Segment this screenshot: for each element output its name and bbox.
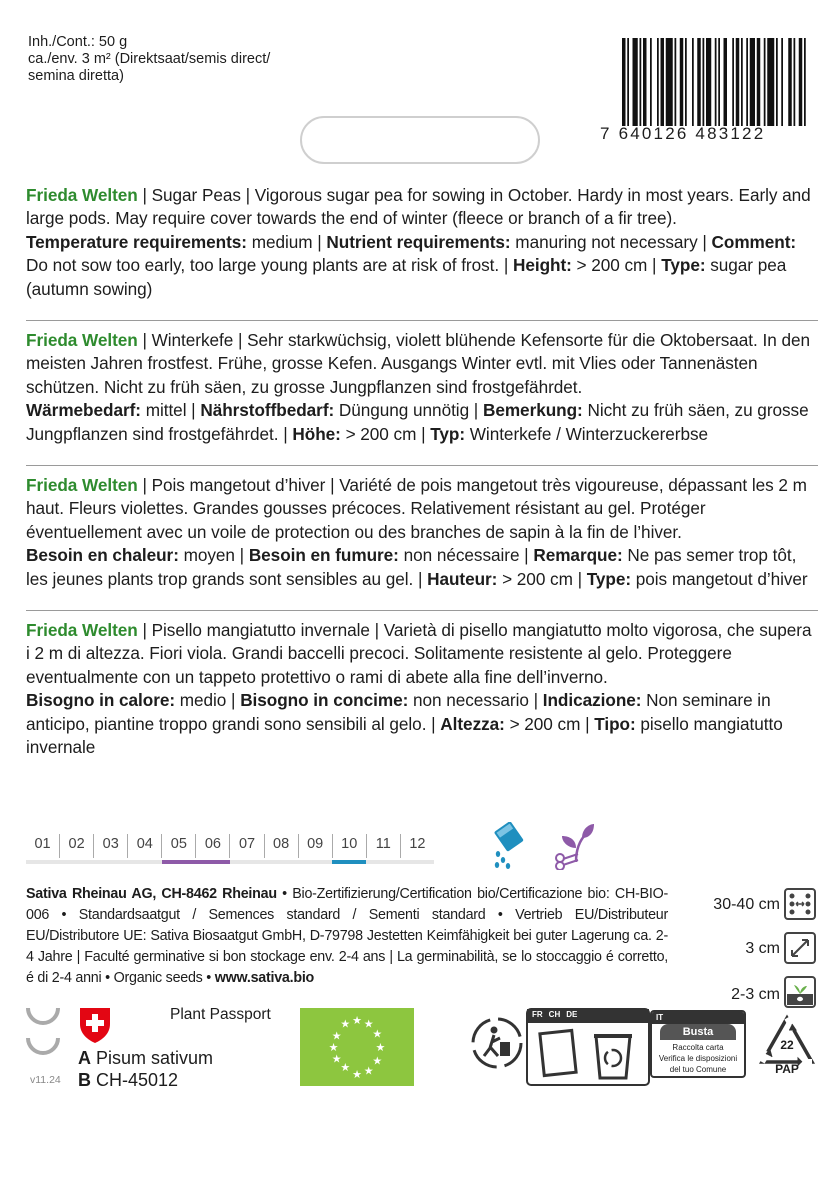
description-text: non nécessaire | xyxy=(398,545,534,566)
variety-name: Frieda Welten xyxy=(26,620,138,640)
attribute-label: Type: xyxy=(586,568,632,589)
version-label: v11.24 xyxy=(30,1074,61,1086)
description-text: | Sugar Peas | Vigorous sugar pea for sowing in October. Hardy in most years. Early and large pods. May require cover towards the end of winter (fleece or branch of a fir tree). xyxy=(26,185,811,229)
description-text: mittel | xyxy=(140,400,201,421)
description-text: > 200 cm | xyxy=(340,423,431,444)
website-link[interactable]: www.sativa.bio xyxy=(214,970,315,986)
month-02: 02 xyxy=(59,834,93,858)
attribute-label: Temperature requirements: xyxy=(26,231,247,252)
certification-text: • Bio-Zertifizierung/Certification bio/Certificazione bio: CH-BIO-006 • Standardsaatgut / Semences standard / Sementi standard • Vertrieb EU/Distributeur EU/Distributore UE: Sativa Biosaatgut GmbH, D-79798 Jestetten Keimfähigkeit bei guter Lagerung ca. 2-4 Jahre | Faculté germinative si bon stockage env. 2-4 ans | La germinabilità, se lo stoccaggio é corretto, é di 2-4 anni • Organic seeds • xyxy=(26,886,668,986)
busta-line-3: del tuo Comune xyxy=(669,1065,727,1074)
attribute-label: Nutrient requirements: xyxy=(326,231,511,252)
legal-info xyxy=(26,884,668,989)
sowing-depth-icon xyxy=(784,976,816,1008)
attribute-label: Bemerkung: xyxy=(482,400,583,421)
svg-text:★: ★ xyxy=(340,1060,351,1074)
swiss-shield-icon xyxy=(78,1006,112,1044)
month-01: 01 xyxy=(34,836,51,852)
barcode-number: 7 640126 483122 xyxy=(600,124,766,143)
sowing-icon xyxy=(488,822,532,870)
harvest-month-marker xyxy=(196,860,230,864)
attribute-label: Altezza: xyxy=(440,713,505,734)
pap-label: PAP xyxy=(775,1062,799,1076)
description-text: medium | xyxy=(246,231,327,252)
description-german xyxy=(26,329,818,446)
variety-name: Frieda Welten xyxy=(26,475,138,495)
attribute-label: Besoin en chaleur: xyxy=(26,545,179,566)
attribute-label: Nährstoffbedarf: xyxy=(200,400,335,421)
passport-lines-icon xyxy=(24,1004,62,1070)
svg-text:★: ★ xyxy=(352,1068,362,1081)
attribute-label: Besoin en fumure: xyxy=(248,545,399,566)
passport-code: B CH-45012 xyxy=(78,1070,179,1090)
eu-organic-logo-icon xyxy=(300,1008,414,1086)
triman-sorting-icon xyxy=(526,1008,650,1086)
description-text: sugar pea (autumn sowing) xyxy=(26,255,787,299)
svg-text:★: ★ xyxy=(331,1052,342,1066)
svg-text:★: ★ xyxy=(375,1041,386,1054)
month-04: 04 xyxy=(127,834,161,858)
busta-title: Busta xyxy=(660,1024,736,1040)
description-text: non necessario | xyxy=(408,690,543,711)
row-spacing-icon xyxy=(784,888,816,920)
svg-text:★: ★ xyxy=(372,1054,383,1068)
plant-spacing-value: 3 cm xyxy=(745,940,780,957)
tab-ch: CH xyxy=(548,1010,561,1019)
variety-name: Frieda Welten xyxy=(26,185,138,205)
description-text: pois mangetout d’hiver xyxy=(631,568,808,589)
tab-de: DE xyxy=(566,1010,578,1019)
svg-text:★: ★ xyxy=(372,1027,383,1041)
description-text: medio | xyxy=(175,690,241,711)
svg-text:★: ★ xyxy=(363,1017,374,1031)
company-name: Sativa Rheinau AG, CH-8462 Rheinau xyxy=(26,886,277,902)
sowing-depth-value: 2-3 cm xyxy=(731,986,780,1003)
description-text: Nicht zu früh säen, zu grosse Jungpflanzen sind frostgefährdet. | xyxy=(26,400,809,444)
description-text: > 200 cm | xyxy=(571,255,662,276)
attribute-label: Hauteur: xyxy=(427,568,498,589)
divider xyxy=(26,320,818,321)
content-info xyxy=(28,34,270,85)
attribute-label: Wärmebedarf: xyxy=(26,400,141,421)
attribute-label: Typ: xyxy=(430,423,466,444)
description-text: > 200 cm | xyxy=(497,568,587,589)
plant-spacing-icon xyxy=(784,932,816,964)
attribute-label: Höhe: xyxy=(292,423,341,444)
description-text: > 200 cm | xyxy=(504,713,595,734)
sorting-country-tabs xyxy=(532,1010,592,1019)
hanger-slot xyxy=(300,116,540,164)
tab-fr: FR xyxy=(532,1010,543,1019)
svg-text:★: ★ xyxy=(331,1029,342,1043)
content-weight: Inh./Cont.: 50 g xyxy=(28,34,128,50)
description-italian xyxy=(26,619,818,759)
tidyman-recycle-icon xyxy=(470,1016,524,1070)
svg-text:★: ★ xyxy=(352,1014,362,1027)
harvest-icon xyxy=(552,822,598,870)
sowing-area-line-1: ca./env. 3 m² (Direktsaat/semis direct/ xyxy=(28,51,271,67)
attribute-label: Bisogno in calore: xyxy=(26,690,176,711)
month-09: 09 xyxy=(298,834,332,858)
attribute-label: Remarque: xyxy=(533,545,623,566)
attribute-label: Bisogno in concime: xyxy=(240,690,409,711)
description-french xyxy=(26,474,818,591)
month-11: 11 xyxy=(366,834,400,858)
italy-code: IT xyxy=(652,1012,744,1024)
description-text: Ne pas semer trop tôt, les jeunes plants trop grands sont sensibles au gel. | xyxy=(26,545,797,589)
attribute-label: Type: xyxy=(661,255,706,276)
description-text: | Pois mangetout d’hiver | Variété de pois mangetout très vigoureuse, dépassant les 2 m haut. Fleurs violettes. Grandes gousses précoces. Relativement résistant au gel. Protéger éventuellement avec un voile de protection ou des branches de sapin à la fin de l’hiver. xyxy=(26,475,807,542)
calendar-track xyxy=(26,860,434,864)
harvest-month-marker xyxy=(162,860,196,864)
attribute-label: Height: xyxy=(512,255,572,276)
description-text: | Winterkefe | Sehr starkwüchsig, violett blühende Kefensorte für die Oktobersaat. In den meisten Jahren frostfest. Frühe, grosse Kefen. Ausgangs Winter evtl. mit Vlies oder Tannenästen schützen. Nicht zu früh säen, zu grosse Jungpflanzen sind frostgefährdet. xyxy=(26,330,810,397)
description-text: Düngung unnötig | xyxy=(334,400,483,421)
busta-line-1: Raccolta carta xyxy=(672,1043,724,1052)
passport-species: A Pisum sativum xyxy=(78,1048,214,1068)
attribute-label: Tipo: xyxy=(594,713,636,734)
month-05: 05 xyxy=(161,834,195,858)
month-calendar xyxy=(26,834,434,858)
month-07: 07 xyxy=(229,834,263,858)
busta-line-2: Verifica le disposizioni xyxy=(658,1054,738,1063)
plant-passport-title: Plant Passport xyxy=(170,1006,271,1023)
divider xyxy=(26,610,818,611)
divider xyxy=(26,465,818,466)
italy-disposal-label xyxy=(650,1010,746,1078)
svg-text:★: ★ xyxy=(340,1017,351,1031)
description-text: manuring not necessary | xyxy=(510,231,712,252)
description-text: moyen | xyxy=(178,545,249,566)
description-english xyxy=(26,184,818,301)
svg-text:★: ★ xyxy=(328,1041,339,1054)
description-text: Winterkefe / Winterzuckererbse xyxy=(465,423,709,444)
month-03: 03 xyxy=(93,834,127,858)
svg-text:★: ★ xyxy=(363,1064,374,1078)
attribute-label: Indicazione: xyxy=(542,690,642,711)
month-10: 10 xyxy=(332,834,366,858)
variety-name: Frieda Welten xyxy=(26,330,138,350)
barcode-icon xyxy=(622,38,808,126)
description-text: | Pisello mangiatutto invernale | Varietà di pisello mangiatutto molto vigorosa, che supera i 2 m di altezza. Fiori viola. Grandi baccelli precoci. Solitamente resistente al gelo. Proteggere eventualmente con un tappeto protettivo o rami di abete alla fine dell’inverno. xyxy=(26,620,812,687)
description-text: Non seminare in anticipo, piantine troppo grandi sono sensibili al gelo. | xyxy=(26,690,771,734)
description-text: Do not sow too early, too large young plants are at risk of frost. | xyxy=(26,255,513,276)
row-spacing-value: 30-40 cm xyxy=(713,896,780,913)
description-text: pisello mangiatutto invernale xyxy=(26,713,783,758)
sowing-month-marker xyxy=(332,860,366,864)
month-08: 08 xyxy=(264,834,298,858)
attribute-label: Comment: xyxy=(711,231,797,252)
pap-number: 22 xyxy=(780,1038,794,1052)
sowing-area-line-2: semina diretta) xyxy=(28,68,124,84)
month-06: 06 xyxy=(195,834,229,858)
month-12: 12 xyxy=(400,834,434,858)
